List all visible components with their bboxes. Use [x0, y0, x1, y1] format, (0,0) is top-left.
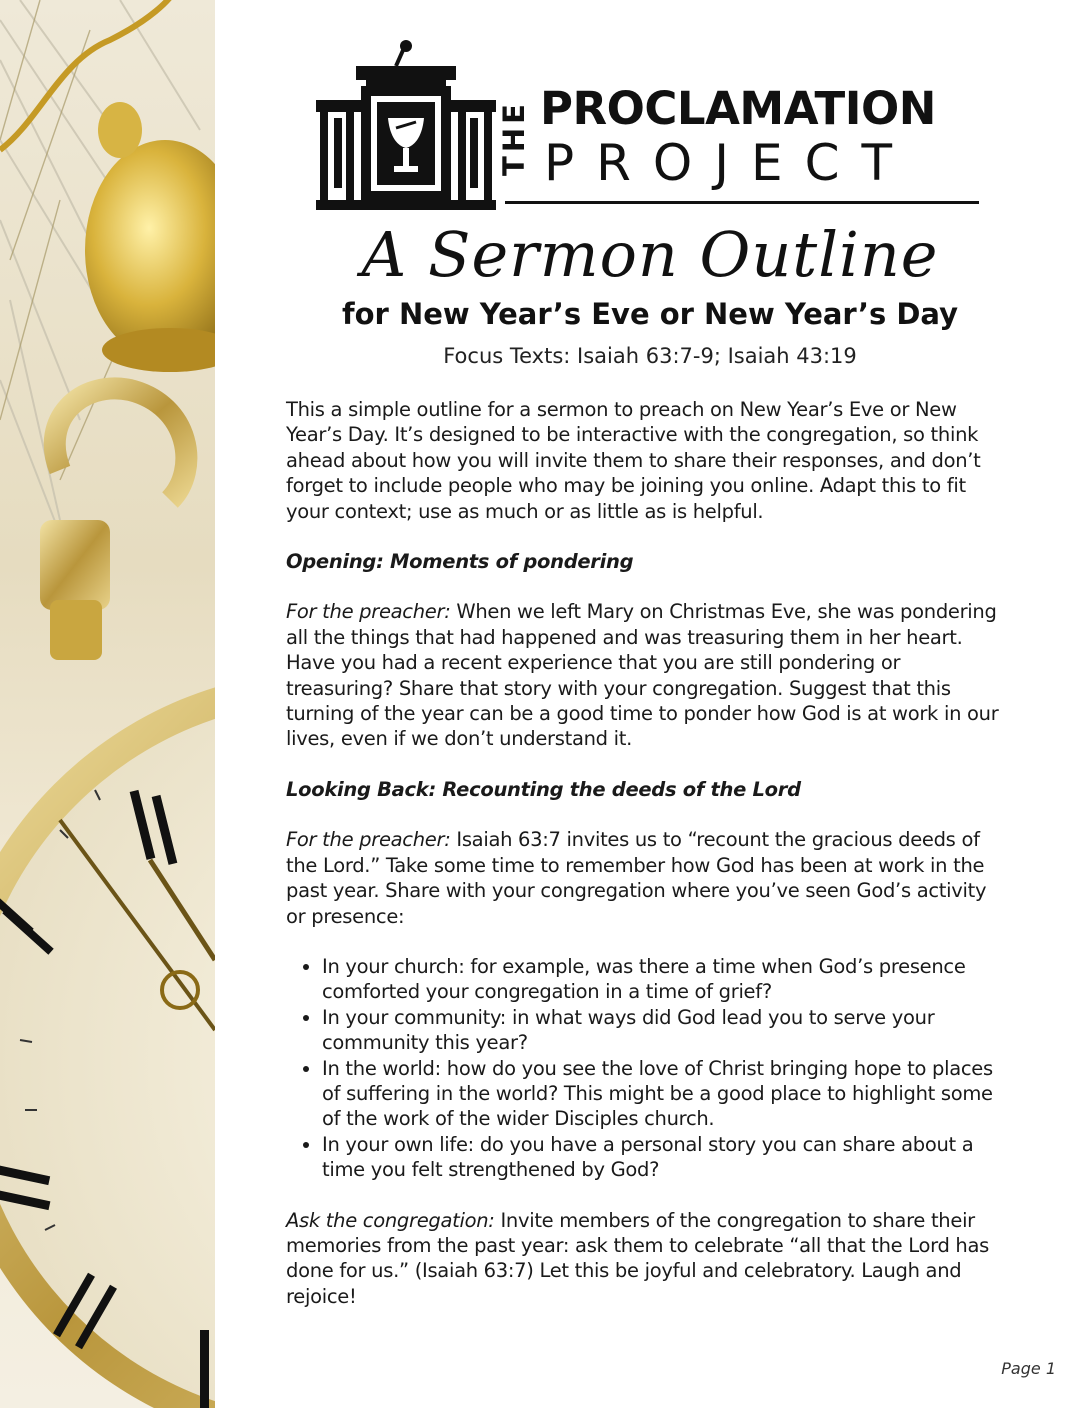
page-subtitle: for New Year’s Eve or New Year’s Day	[342, 297, 958, 331]
ask-text: Invite members of the congregation to share their memories from the past year: ask them to celebrate “all that the Lord has done for us.” (Isaiah 63:7) Let this be joyful and celebratory. Laugh and rejoice!	[286, 1208, 989, 1308]
list-item: • In the world: how do you see the love of Christ bringing hope to places of suffering in the world? This might be a good place to highlight some of the work of the wider Disciples church.	[322, 1056, 1008, 1132]
page-number: Page 1	[1001, 1359, 1056, 1378]
section-heading-opening: Opening: Moments of pondering	[286, 550, 634, 574]
preacher-lead: For the preacher:	[286, 828, 451, 852]
list-item: • In your own life: do you have a personal story you can share about a time you felt strengthened by God?	[322, 1132, 1008, 1183]
pulpit-chalice-icon	[316, 38, 506, 213]
preacher-lead: For the preacher:	[286, 600, 451, 624]
brand-divider	[505, 201, 979, 204]
brand-project: PROJECT	[544, 134, 915, 192]
clock-bell-photo-icon	[0, 0, 215, 1408]
document-body	[286, 397, 1008, 1334]
looking-back-paragraph	[286, 827, 1008, 929]
looking-back-text: Isaiah 63:7 invites us to “recount the gracious deeds of the Lord.” Take some time to remember how God has been at work in the past year. Share with your congregation where you’ve seen God’s activity or presence:	[286, 828, 987, 928]
opening-paragraph	[286, 599, 1008, 751]
reflection-list	[286, 954, 1008, 1183]
list-item: • In your church: for example, was there a time when God’s presence comforted your congregation in a time of grief?	[322, 954, 1008, 1005]
ask-congregation-paragraph	[286, 1208, 1008, 1310]
section-heading-looking-back: Looking Back: Recounting the deeds of the Lord	[286, 777, 801, 801]
decorative-clock-photo	[0, 0, 215, 1408]
brand-the-text: THE	[497, 100, 531, 176]
ask-lead: Ask the congregation:	[286, 1208, 495, 1232]
script-title: A Sermon Outline	[361, 218, 939, 291]
brand-proclamation: PROCLAMATION	[540, 82, 936, 135]
intro-paragraph: This a simple outline for a sermon to preach on New Year’s Eve or New Year’s Day. It’s designed to be interactive with the congregation, so think ahead about how you will invite them to share their responses, and don’t forget to include people who may be joining you online. Adapt this to fit your context; use as much or as little as is helpful.	[286, 398, 981, 523]
list-item: • In your community: in what ways did God lead you to serve your community this year?	[322, 1005, 1008, 1056]
focus-texts: Focus Texts: Isaiah 63:7-9; Isaiah 43:19	[443, 344, 857, 368]
opening-text: When we left Mary on Christmas Eve, she was pondering all the things that had happened and was treasuring them in her heart. Have you had a recent experience that you are still pondering or treasuring? Share that story with your congregation. Suggest that this turning of the year can be a good time to ponder how God is at work in our lives, even if we don’t understand it.	[286, 600, 999, 751]
brand-the	[497, 88, 531, 188]
